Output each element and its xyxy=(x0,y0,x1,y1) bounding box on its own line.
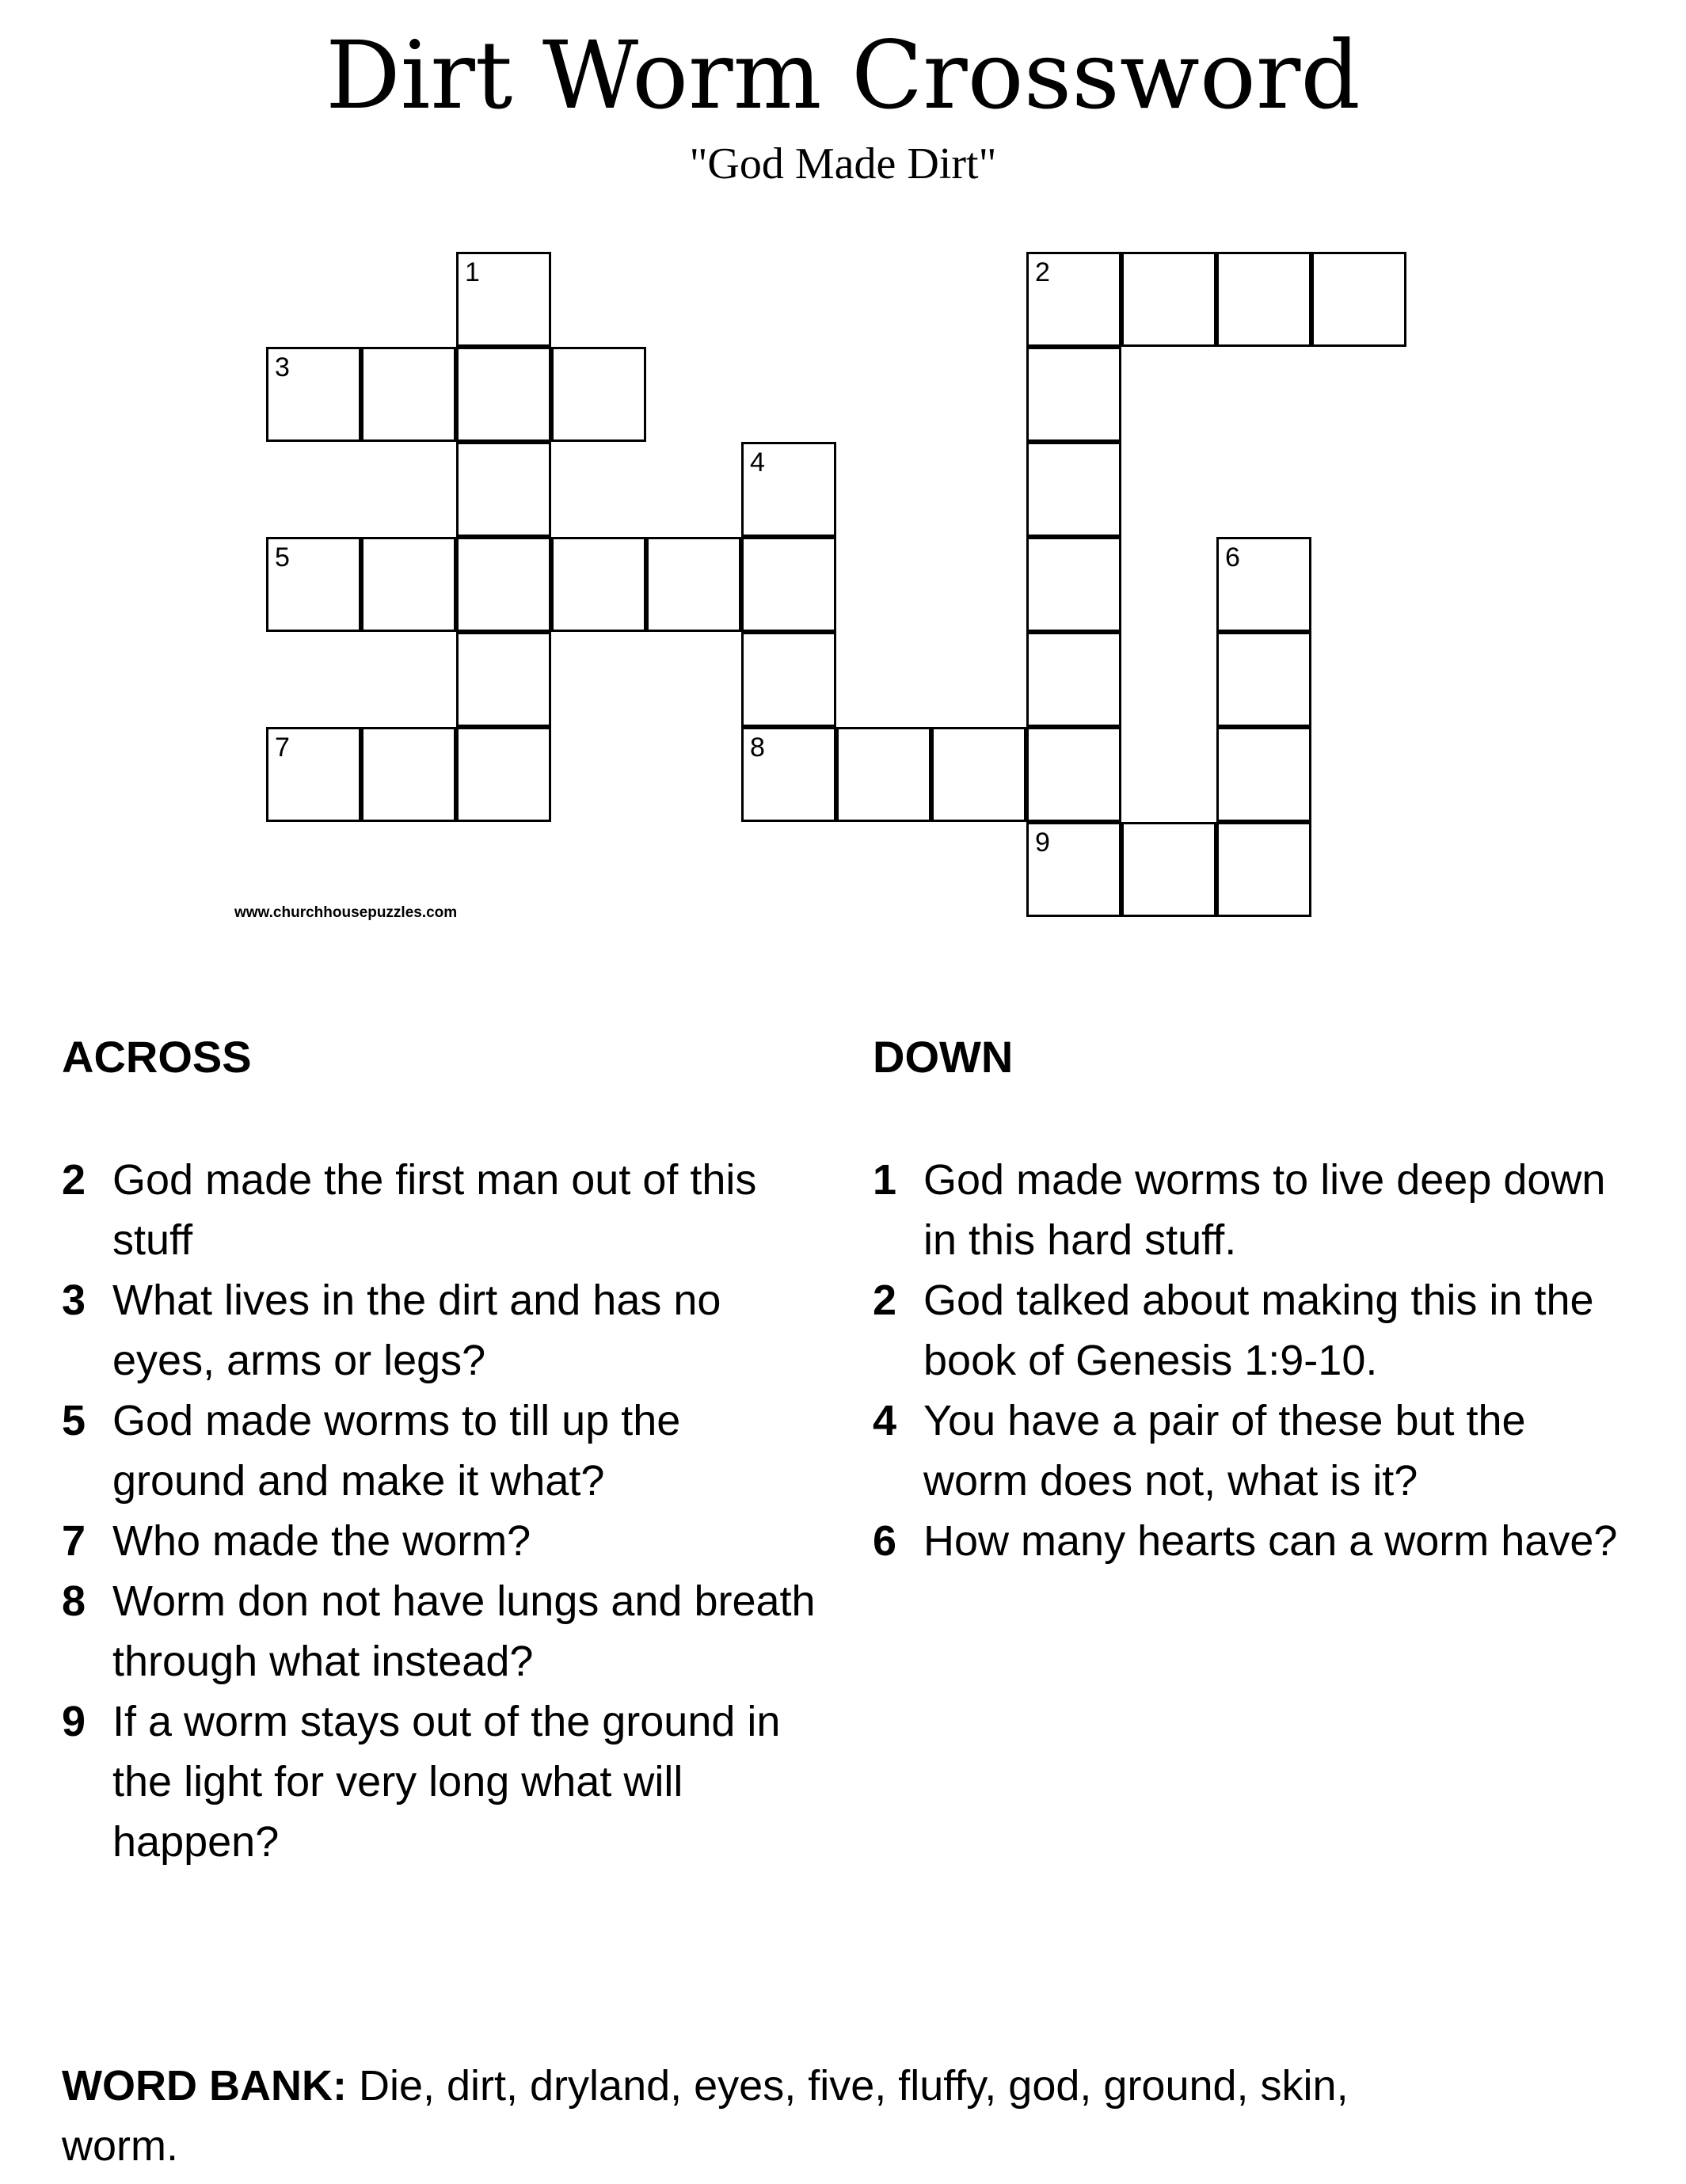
crossword-cell[interactable] xyxy=(1026,822,1121,917)
crossword-cell[interactable] xyxy=(741,632,836,727)
down-clue xyxy=(873,1150,1633,1270)
down-clue-list xyxy=(873,1150,1633,1571)
across-clue xyxy=(62,1270,822,1391)
cell-number: 1 xyxy=(465,257,480,287)
crossword-cell[interactable] xyxy=(741,442,836,537)
clue-text: God made worms to live deep down in this hard stuff. xyxy=(923,1156,1606,1264)
clue-number: 3 xyxy=(62,1277,86,1324)
across-heading: ACROSS xyxy=(62,1032,252,1082)
crossword-cell[interactable] xyxy=(456,442,551,537)
crossword-cell[interactable] xyxy=(456,252,551,347)
across-clue xyxy=(62,1691,822,1872)
clue-number: 2 xyxy=(62,1156,86,1204)
crossword-grid xyxy=(0,0,1686,934)
crossword-cell[interactable] xyxy=(551,347,646,442)
crossword-cell[interactable] xyxy=(741,537,836,632)
across-clue xyxy=(62,1571,822,1691)
crossword-cell[interactable] xyxy=(1216,252,1311,347)
crossword-cell[interactable] xyxy=(741,727,836,822)
clue-number: 1 xyxy=(873,1156,897,1204)
clue-number: 4 xyxy=(873,1397,897,1444)
site-credit: www.churchhousepuzzles.com xyxy=(234,904,458,921)
down-clue xyxy=(873,1270,1633,1391)
down-clue xyxy=(873,1391,1633,1511)
cell-number: 9 xyxy=(1035,828,1050,858)
crossword-cell[interactable] xyxy=(266,347,361,442)
clue-text: Who made the worm? xyxy=(112,1517,531,1565)
across-clue xyxy=(62,1391,822,1511)
crossword-cell[interactable] xyxy=(456,727,551,822)
word-bank-label: WORD BANK: xyxy=(62,2062,347,2110)
crossword-cell[interactable] xyxy=(456,537,551,632)
crossword-cell[interactable] xyxy=(456,632,551,727)
crossword-cell[interactable] xyxy=(1026,442,1121,537)
crossword-cell[interactable] xyxy=(1121,252,1216,347)
cell-number: 8 xyxy=(750,732,765,763)
crossword-cell[interactable] xyxy=(836,727,931,822)
crossword-cell[interactable] xyxy=(551,537,646,632)
crossword-cell[interactable] xyxy=(1026,537,1121,632)
crossword-cell[interactable] xyxy=(456,347,551,442)
clue-number: 8 xyxy=(62,1577,86,1625)
crossword-cell[interactable] xyxy=(1026,347,1121,442)
clue-text: God made worms to till up the ground and make it what? xyxy=(112,1397,681,1505)
clue-number: 2 xyxy=(873,1277,897,1324)
clue-number: 9 xyxy=(62,1698,86,1745)
across-clue xyxy=(62,1150,822,1270)
cell-number: 2 xyxy=(1035,257,1050,287)
crossword-cell[interactable] xyxy=(646,537,741,632)
crossword-cell[interactable] xyxy=(1311,252,1406,347)
crossword-cell[interactable] xyxy=(1216,632,1311,727)
clue-text: God talked about making this in the book of Genesis 1:9-10. xyxy=(923,1277,1594,1384)
clue-number: 5 xyxy=(62,1397,86,1444)
crossword-cell[interactable] xyxy=(1216,537,1311,632)
cell-number: 7 xyxy=(275,732,290,763)
page-title: Dirt Worm Crossword xyxy=(325,21,1361,130)
clue-text: Worm don not have lungs and breath through what instead? xyxy=(112,1577,816,1685)
down-heading: DOWN xyxy=(873,1032,1014,1082)
crossword-cell[interactable] xyxy=(1026,727,1121,822)
cell-number: 4 xyxy=(750,447,765,478)
crossword-cell[interactable] xyxy=(1121,822,1216,917)
cell-number: 5 xyxy=(275,542,290,573)
crossword-cell[interactable] xyxy=(361,537,456,632)
page-subtitle: "God Made Dirt" xyxy=(689,139,997,188)
crossword-cell[interactable] xyxy=(1026,252,1121,347)
crossword-cell[interactable] xyxy=(1026,632,1121,727)
across-clue xyxy=(62,1511,822,1571)
clue-text: If a worm stays out of the ground in the light for very long what will happen? xyxy=(112,1698,781,1866)
clue-text: How many hearts can a worm have? xyxy=(923,1517,1618,1565)
crossword-cell[interactable] xyxy=(266,727,361,822)
clue-text: You have a pair of these but the worm does not, what is it? xyxy=(923,1397,1526,1505)
clue-number: 7 xyxy=(62,1517,86,1565)
crossword-cell[interactable] xyxy=(361,347,456,442)
clue-text: What lives in the dirt and has no eyes, arms or legs? xyxy=(112,1277,721,1384)
crossword-cell[interactable] xyxy=(1216,727,1311,822)
cell-number: 6 xyxy=(1225,542,1240,573)
crossword-cell[interactable] xyxy=(266,537,361,632)
cell-number: 3 xyxy=(275,352,290,382)
clue-text: God made the first man out of this stuff xyxy=(112,1156,757,1264)
crossword-cell[interactable] xyxy=(1216,822,1311,917)
down-clue xyxy=(873,1511,1633,1571)
across-clue-list xyxy=(62,1150,822,1872)
crossword-cell[interactable] xyxy=(931,727,1026,822)
word-bank-words: Die, dirt, dryland, eyes, five, fluffy, god, ground, skin, worm. xyxy=(62,2062,1349,2170)
word-bank xyxy=(62,2056,1424,2176)
crossword-cell[interactable] xyxy=(361,727,456,822)
clue-number: 6 xyxy=(873,1517,897,1565)
